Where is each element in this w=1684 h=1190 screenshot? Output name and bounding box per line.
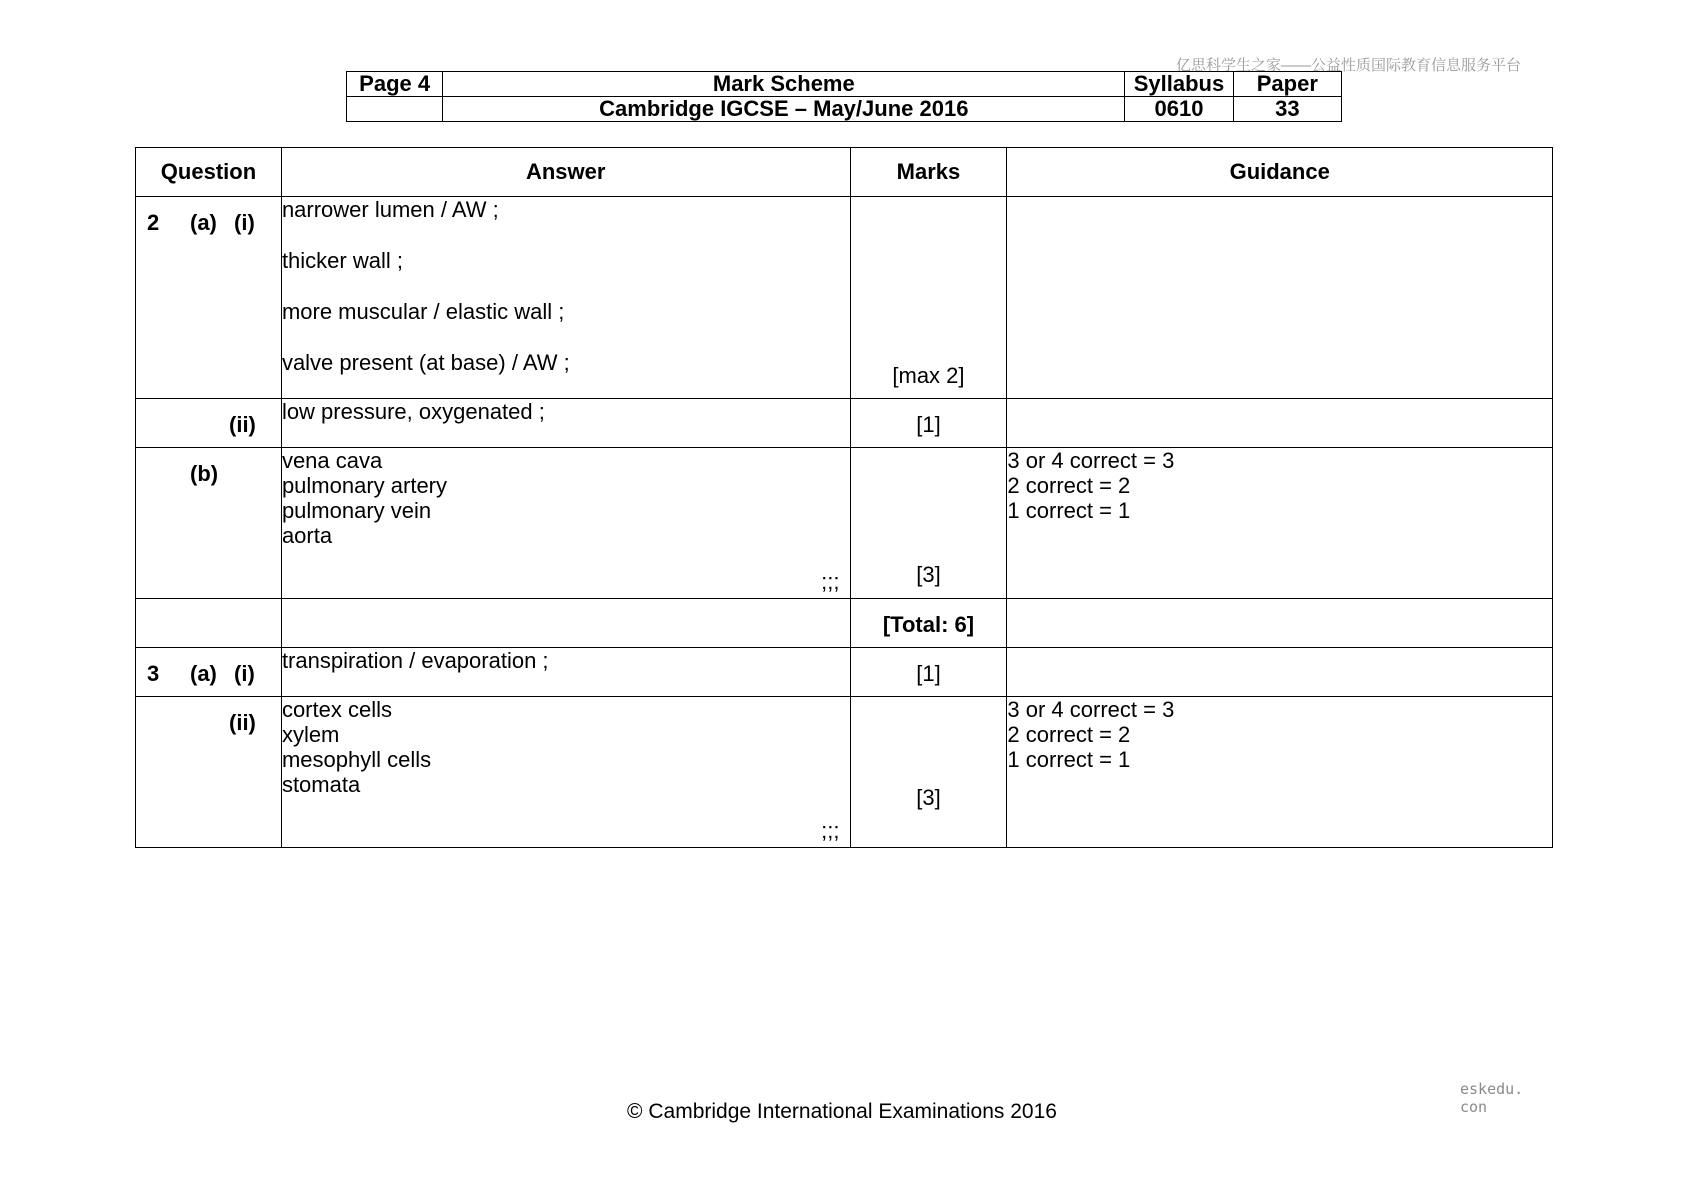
answer-cell [281, 697, 850, 848]
mark-separators: ;;; [821, 818, 840, 843]
question-subpart: (i) [234, 661, 255, 686]
guidance-line: 3 or 4 correct = 3 [1007, 697, 1175, 722]
guidance-line: 3 or 4 correct = 3 [1007, 448, 1175, 473]
answer-line: more muscular / elastic wall ; [281, 299, 565, 324]
total-marks: [Total: 6] [882, 612, 975, 637]
guidance-cell [1007, 197, 1553, 399]
answer-line: aorta [281, 523, 333, 548]
doc-subtitle: Cambridge IGCSE – May/June 2016 [443, 97, 1125, 122]
question-subpart: (ii) [229, 710, 256, 735]
syllabus-label: Syllabus [1125, 72, 1233, 97]
question-cell [136, 399, 282, 448]
table-row [136, 697, 1553, 848]
answer-cell [281, 448, 850, 599]
guidance-cell [1007, 448, 1553, 599]
question-cell [136, 599, 282, 648]
marks-value: [3] [916, 785, 941, 810]
table-header-row [136, 148, 1553, 197]
answer-cell [281, 399, 850, 448]
question-subpart: (i) [234, 210, 255, 235]
answer-line: low pressure, oxygenated ; [281, 399, 545, 424]
table-row [136, 197, 1553, 399]
page-header-table [346, 71, 1342, 122]
question-number: 2 [147, 210, 160, 235]
page-label-blank [347, 97, 443, 122]
question-cell [136, 448, 282, 599]
guidance-line: 2 correct = 2 [1007, 722, 1131, 747]
doc-title: Mark Scheme [443, 72, 1125, 97]
table-row [136, 648, 1553, 697]
answer-line: xylem [281, 722, 340, 747]
answer-cell [281, 648, 850, 697]
answer-cell [281, 599, 850, 648]
question-cell [136, 697, 282, 848]
question-part: (a) [190, 661, 217, 686]
answer-line: pulmonary vein [281, 498, 432, 523]
table-row [136, 399, 1553, 448]
marks-cell [850, 399, 1007, 448]
col-header-question: Question [136, 148, 282, 197]
marks-value: [1] [916, 661, 941, 686]
guidance-cell [1007, 599, 1553, 648]
question-number: 3 [147, 661, 160, 686]
answer-line: valve present (at base) / AW ; [281, 350, 570, 375]
guidance-cell [1007, 399, 1553, 448]
watermark-top: 亿思科学生之家——公益性质国际教育信息服务平台 [1176, 57, 1522, 74]
guidance-line: 2 correct = 2 [1007, 473, 1131, 498]
question-cell [136, 197, 282, 399]
table-row [136, 448, 1553, 599]
marks-value: [1] [916, 412, 941, 437]
marks-value: [max 2] [892, 363, 965, 388]
col-header-guidance: Guidance [1007, 148, 1553, 197]
marks-cell [850, 697, 1007, 848]
answer-line: pulmonary artery [281, 473, 448, 498]
guidance-cell [1007, 648, 1553, 697]
answer-line: cortex cells [281, 697, 392, 722]
page-label: Page 4 [347, 72, 443, 97]
mark-separators: ;;; [821, 569, 840, 594]
question-cell [136, 648, 282, 697]
answer-line: mesophyll cells [281, 747, 432, 772]
answer-line: transpiration / evaporation ; [281, 648, 549, 673]
answer-cell [281, 197, 850, 399]
col-header-answer: Answer [281, 148, 850, 197]
syllabus-value: 0610 [1125, 97, 1233, 122]
guidance-cell [1007, 697, 1553, 848]
marks-cell [850, 648, 1007, 697]
copyright-footer: © Cambridge International Examinations 2016 [627, 1100, 1057, 1123]
answer-line: thicker wall ; [281, 248, 403, 273]
answer-line: vena cava [281, 448, 383, 473]
mark-scheme-table [135, 147, 1553, 848]
question-part: (b) [190, 461, 219, 486]
guidance-line: 1 correct = 1 [1007, 498, 1131, 523]
marks-cell [850, 448, 1007, 599]
paper-label: Paper [1233, 72, 1341, 97]
table-row [136, 599, 1553, 648]
answer-line: narrower lumen / AW ; [281, 197, 499, 222]
guidance-line: 1 correct = 1 [1007, 747, 1131, 772]
question-subpart: (ii) [229, 412, 256, 437]
question-part: (a) [190, 210, 217, 235]
marks-cell [850, 197, 1007, 399]
marks-cell [850, 599, 1007, 648]
marks-value: [3] [916, 562, 941, 587]
answer-line: stomata [281, 772, 361, 797]
paper-value: 33 [1233, 97, 1341, 122]
watermark-bottom: eskedu. con [1460, 1080, 1524, 1116]
col-header-marks: Marks [850, 148, 1007, 197]
